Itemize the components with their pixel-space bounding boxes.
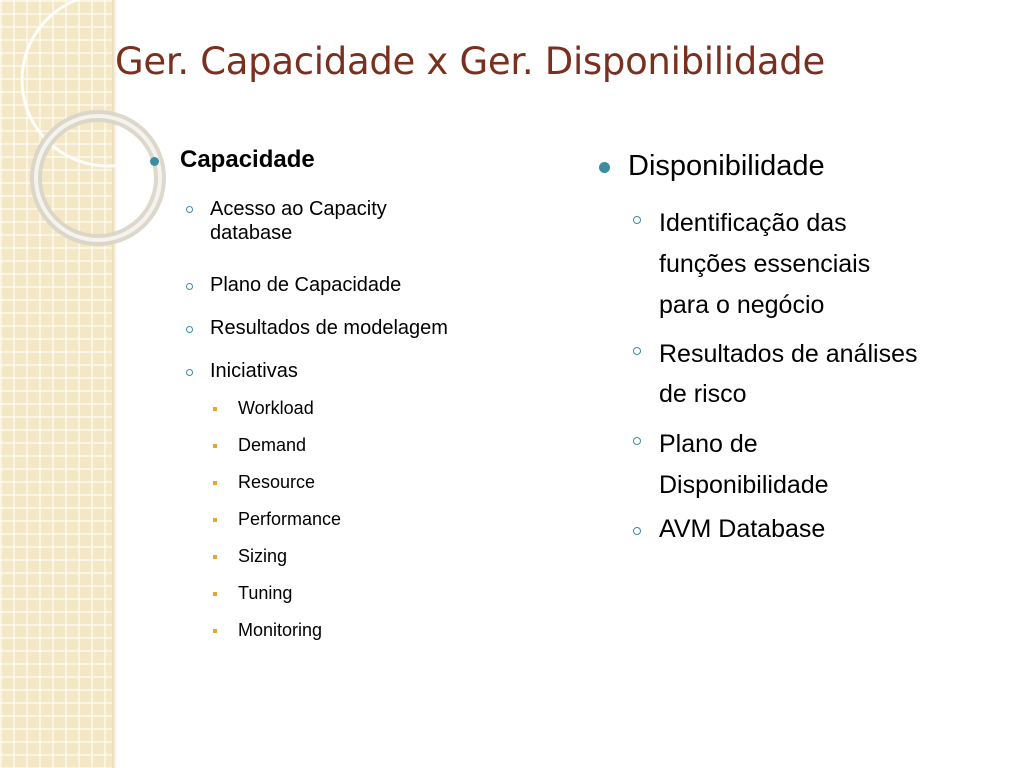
- capacity-item: Plano de Capacidade: [210, 274, 402, 296]
- capacity-item: [210, 197, 387, 246]
- initiative-item: Demand: [238, 435, 307, 455]
- availability-item: [659, 203, 870, 326]
- initiative-item: Workload: [238, 398, 314, 418]
- sub-bullet-icon: [186, 326, 193, 333]
- availability-item: AVM Database: [659, 515, 826, 543]
- capacity-item: Iniciativas: [210, 360, 298, 382]
- availability-item-line: de risco: [659, 380, 747, 408]
- sub-bullet-icon: [633, 437, 641, 445]
- capacity-item-line: Acesso ao Capacity: [210, 198, 387, 220]
- initiative-item: Resource: [238, 472, 316, 492]
- sub-sub-bullet-icon: [213, 444, 217, 448]
- sub-bullet-icon: [186, 283, 193, 290]
- decorative-rings: [0, 0, 170, 260]
- sub-sub-bullet-icon: [213, 518, 217, 522]
- availability-item-line: Disponibilidade: [659, 471, 829, 499]
- slide-title: Ger. Capacidade x Ger. Disponibilidade: [115, 40, 825, 83]
- availability-item-line: Plano de: [659, 430, 758, 458]
- sub-bullet-icon: [633, 216, 641, 224]
- availability-item-line: Resultados de análises: [659, 340, 918, 368]
- bullet-icon: [150, 157, 159, 166]
- bullet-icon: [599, 162, 610, 173]
- sub-bullet-icon: [186, 369, 193, 376]
- sub-bullet-icon: [633, 527, 641, 535]
- availability-item-line: para o negócio: [659, 291, 825, 319]
- sub-sub-bullet-icon: [213, 592, 217, 596]
- sub-bullet-icon: [186, 206, 193, 213]
- availability-item: [659, 424, 829, 506]
- capacity-item-line: database: [210, 222, 293, 245]
- sub-sub-bullet-icon: [213, 407, 217, 411]
- availability-item: [659, 334, 918, 414]
- initiative-item: Performance: [238, 509, 342, 529]
- initiative-item: Sizing: [238, 546, 288, 566]
- initiative-item: Tuning: [238, 583, 293, 603]
- capacity-heading: Capacidade: [180, 146, 315, 173]
- sub-sub-bullet-icon: [213, 555, 217, 559]
- availability-item-line: funções essenciais: [659, 250, 871, 278]
- sub-bullet-icon: [633, 347, 641, 355]
- initiative-item: Monitoring: [238, 620, 323, 640]
- capacity-item: Resultados de modelagem: [210, 317, 448, 339]
- availability-item-line: Identificação das: [659, 209, 847, 237]
- sub-sub-bullet-icon: [213, 629, 217, 633]
- sub-sub-bullet-icon: [213, 481, 217, 485]
- availability-heading: Disponibilidade: [628, 150, 825, 182]
